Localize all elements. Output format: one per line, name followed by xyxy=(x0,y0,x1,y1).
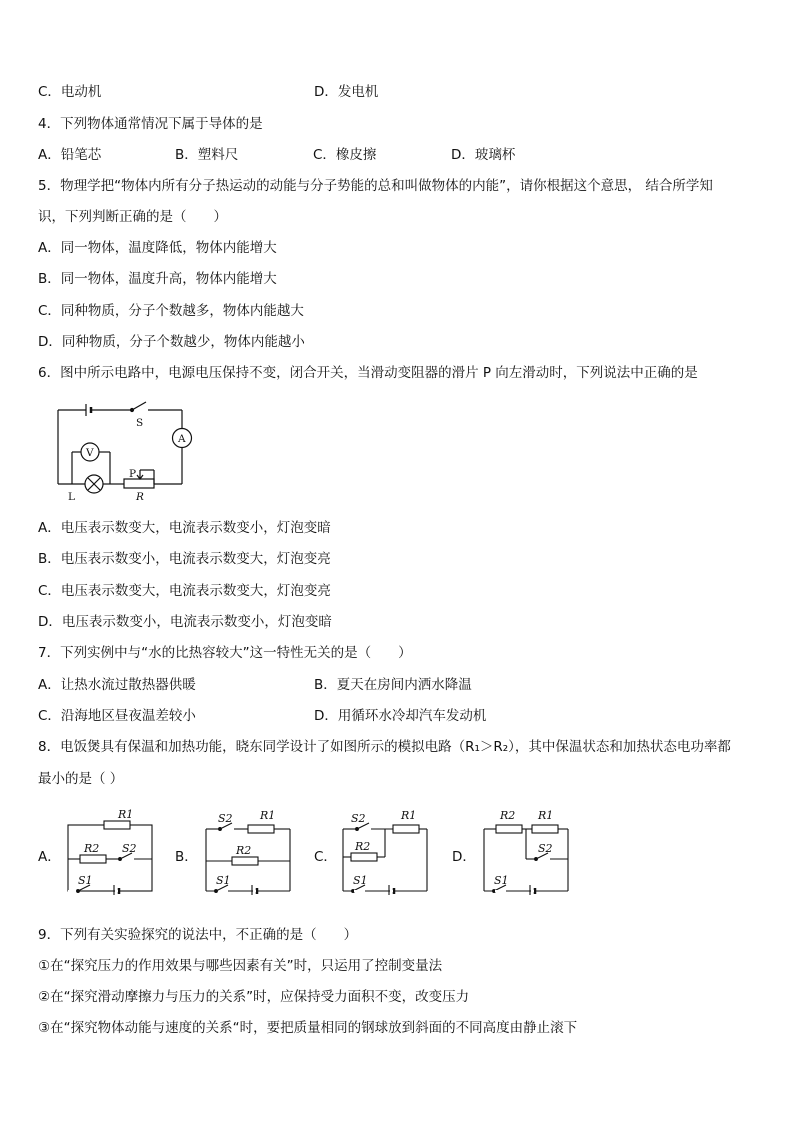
q7-option-d: D．用循环水冷却汽车发动机 xyxy=(314,708,487,724)
q6-option-d: D．电压表示数变小，电流表示数变小，灯泡变暗 xyxy=(38,614,332,630)
ammeter-label: A xyxy=(178,433,186,445)
q4-option-d: D．玻璃杯 xyxy=(451,147,516,163)
q5-stem-line2: 识，下列判断正确的是（ ） xyxy=(38,209,227,225)
r1-label: R1 xyxy=(401,809,417,822)
q5-stem-line1: 5．物理学把“物体内所有分子热运动的动能与分子势能的总和叫做物体的内能”，请你根据这个意思， 结合所学知 xyxy=(38,178,713,194)
q9-item-2: ②在“探究滑动摩擦力与压力的关系”时，应保持受力面积不变，改变压力 xyxy=(38,989,470,1005)
r1-label: R1 xyxy=(118,808,134,821)
q6-stem: 6．图中所示电路中，电源电压保持不变，闭合开关，当滑动变阻器的滑片 P 向左滑动时，下列说法中正确的是 xyxy=(38,365,698,381)
s2-label: S2 xyxy=(218,812,233,825)
q6-option-c: C．电压表示数变大，电流表示数变大，灯泡变亮 xyxy=(38,583,331,599)
r2-label: R2 xyxy=(355,840,371,853)
q8-stem-line1: 8．电饭煲具有保温和加热功能，晓东同学设计了如图所示的模拟电路（R₁＞R₂），其中保温状态和加热状态电功率都 xyxy=(38,739,731,755)
q6-option-b: B．电压表示数变小，电流表示数变大，灯泡变亮 xyxy=(38,551,331,567)
r2-label: R2 xyxy=(236,844,252,857)
q6-circuit-diagram xyxy=(50,398,210,506)
q8-label-a: A． xyxy=(38,849,61,865)
q5-option-d: D．同种物质，分子个数越少，物体内能越小 xyxy=(38,334,305,350)
q8-circuit-c xyxy=(335,805,435,895)
lamp-label: L xyxy=(68,491,75,503)
r2-label: R2 xyxy=(84,842,100,855)
s1-label: S1 xyxy=(494,874,509,887)
q7-stem: 7．下列实例中与“水的比热容较大”这一特性无关的是（ ） xyxy=(38,645,412,661)
s2-label: S2 xyxy=(351,812,366,825)
r1-label: R1 xyxy=(260,809,276,822)
q8-label-c: C． xyxy=(314,849,337,865)
q3-option-c: C．电动机 xyxy=(38,84,102,100)
s1-label: S1 xyxy=(353,874,368,887)
q4-stem: 4．下列物体通常情况下属于导体的是 xyxy=(38,116,263,132)
q6-option-a: A．电压表示数变大，电流表示数变小，灯泡变暗 xyxy=(38,520,331,536)
switch-blade xyxy=(132,402,146,410)
voltmeter-label: V xyxy=(86,447,94,459)
q5-option-b: B．同一物体，温度升高，物体内能增大 xyxy=(38,271,277,287)
q7-option-c: C．沿海地区昼夜温差较小 xyxy=(38,708,196,724)
q4-option-a: A．铅笔芯 xyxy=(38,147,102,163)
q8-label-b: B． xyxy=(175,849,198,865)
q8-stem-line2: 最小的是（ ） xyxy=(38,771,124,787)
s1-label: S1 xyxy=(216,874,231,887)
q5-option-c: C．同种物质，分子个数越多，物体内能越大 xyxy=(38,303,304,319)
q4-option-b: B．塑料尺 xyxy=(175,147,239,163)
q8-circuit-a xyxy=(60,805,160,895)
rheostat-body xyxy=(124,479,154,488)
q8-label-d: D． xyxy=(452,849,476,865)
slider-label: P xyxy=(129,468,137,480)
s1-label: S1 xyxy=(78,874,93,887)
s2-label: S2 xyxy=(538,842,553,855)
q3-option-d: D．发电机 xyxy=(314,84,379,100)
q4-option-c: C．橡皮擦 xyxy=(313,147,377,163)
q7-option-a: A．让热水流过散热器供暖 xyxy=(38,677,196,693)
switch-label: S xyxy=(136,417,144,429)
rheostat-label: R xyxy=(136,491,144,503)
q9-stem: 9．下列有关实验探究的说法中，不正确的是（ ） xyxy=(38,927,358,943)
q8-circuit-d xyxy=(476,805,576,895)
r2-label: R2 xyxy=(500,809,516,822)
r1-label: R1 xyxy=(538,809,554,822)
q9-item-3: ③在“探究物体动能与速度的关系“时，要把质量相同的钢球放到斜面的不同高度由静止滚下 xyxy=(38,1020,578,1036)
s2-label: S2 xyxy=(122,842,137,855)
q8-circuit-b xyxy=(198,805,298,895)
q5-option-a: A．同一物体，温度降低，物体内能增大 xyxy=(38,240,277,256)
q9-item-1: ①在“探究压力的作用效果与哪些因素有关”时，只运用了控制变量法 xyxy=(38,958,443,974)
q7-option-b: B．夏天在房间内洒水降温 xyxy=(314,677,472,693)
